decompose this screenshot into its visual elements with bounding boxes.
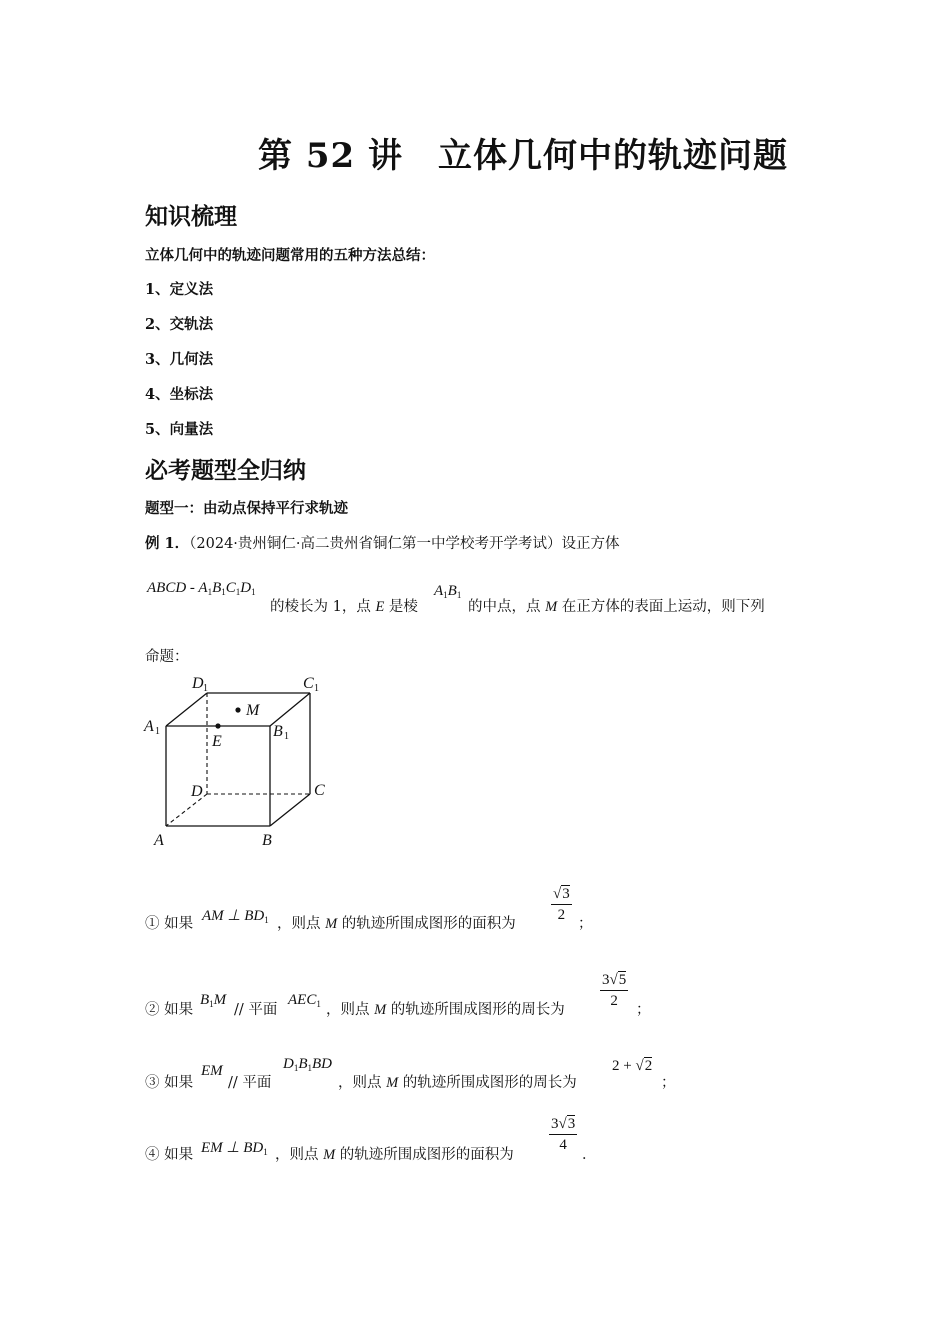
prop-3-condition: EM	[201, 1063, 223, 1079]
label-D1: D	[192, 675, 204, 692]
prop-2-end: ；	[636, 1002, 651, 1018]
edge-name: $A_1B_1$	[434, 583, 462, 600]
proposition-3: ③ 如果	[145, 1075, 194, 1091]
prop-3-parallel: // 平面	[228, 1075, 272, 1091]
method-5: 5、向量法	[145, 421, 214, 438]
svg-text:1: 1	[284, 731, 289, 742]
prop-1-text: ，则点 M 的轨迹所围成图形的面积为	[277, 916, 516, 932]
prop-3-plane: $D_1B_1BD$	[283, 1056, 333, 1073]
label-A: A	[154, 832, 164, 849]
example-label: 例 1．	[145, 535, 190, 552]
example-line-1	[145, 532, 620, 553]
svg-text:1: 1	[155, 726, 160, 737]
prop-3-value: 2 + √2	[612, 1058, 653, 1074]
prop-2-fraction: $\frac{3√5}{2}$	[602, 972, 627, 1009]
prop-2-plane: $AEC_1$	[288, 992, 321, 1009]
prop-1-condition: AM ⊥ $BD_1$	[202, 908, 269, 925]
prop-3-text: ，则点 M 的轨迹所围成图形的周长为	[338, 1075, 577, 1091]
section-heading-knowledge: 知识梳理	[145, 203, 237, 230]
prop-2-parallel: // 平面	[234, 1002, 278, 1018]
prop-2-text: ，则点 M 的轨迹所围成图形的周长为	[326, 1002, 565, 1018]
method-4: 4、坐标法	[145, 386, 214, 403]
prop-1-end: ；	[578, 916, 593, 932]
example-line-2b: 的棱长为 1，点 E 是棱	[270, 599, 418, 615]
prop-4-fraction: $\frac{3√3}{4}$	[551, 1116, 576, 1153]
example-line-2	[147, 580, 256, 597]
label-E: E	[212, 733, 222, 750]
label-C1: C	[303, 675, 314, 692]
label-M: M	[246, 702, 260, 719]
svg-text:1: 1	[203, 683, 208, 694]
intro-text: 立体几何中的轨迹问题常用的五种方法总结：	[145, 247, 435, 264]
point-E	[215, 723, 220, 728]
prop-4-condition: EM ⊥ $BD_1$	[201, 1140, 268, 1157]
section-heading-types: 必考题型全归纳	[145, 457, 306, 484]
prop-2-condition: $B_1M$	[200, 992, 227, 1009]
prop-4-text: ，则点 M 的轨迹所围成图形的面积为	[275, 1147, 514, 1163]
prop-1-fraction: $\frac{√3}{2}$	[553, 886, 570, 923]
prop-4-end: ．	[582, 1147, 597, 1163]
proposition-4: ④ 如果	[145, 1147, 194, 1163]
page-title: 第 52 讲 立体几何中的轨迹问题	[258, 136, 788, 176]
point-M	[235, 707, 240, 712]
cube-figure	[140, 668, 340, 854]
method-3: 3、几何法	[145, 351, 214, 368]
method-1: 1、定义法	[145, 281, 214, 298]
type-heading: 题型一：由动点保持平行求轨迹	[145, 500, 348, 517]
proposition-1: ① 如果	[145, 916, 194, 932]
proposition-2: ② 如果	[145, 1002, 194, 1018]
prop-3-end: ；	[661, 1075, 676, 1091]
label-B1: B	[273, 723, 283, 740]
example-source: （2024·贵州铜仁·高二贵州省铜仁第一中学校考开学考试）设正方体	[189, 536, 620, 552]
label-D: D	[191, 783, 203, 800]
example-line-3: 命题：	[145, 649, 189, 665]
label-B: B	[262, 832, 272, 849]
example-line-2c: 的中点，点 M 在正方体的表面上运动，则下列	[468, 599, 765, 615]
label-C: C	[314, 782, 325, 799]
label-A1: A	[144, 718, 154, 735]
method-2: 2、交轨法	[145, 316, 214, 333]
svg-text:1: 1	[314, 683, 319, 694]
cube-name: ABCD - $A_1B_1C_1D_1$	[147, 580, 256, 597]
